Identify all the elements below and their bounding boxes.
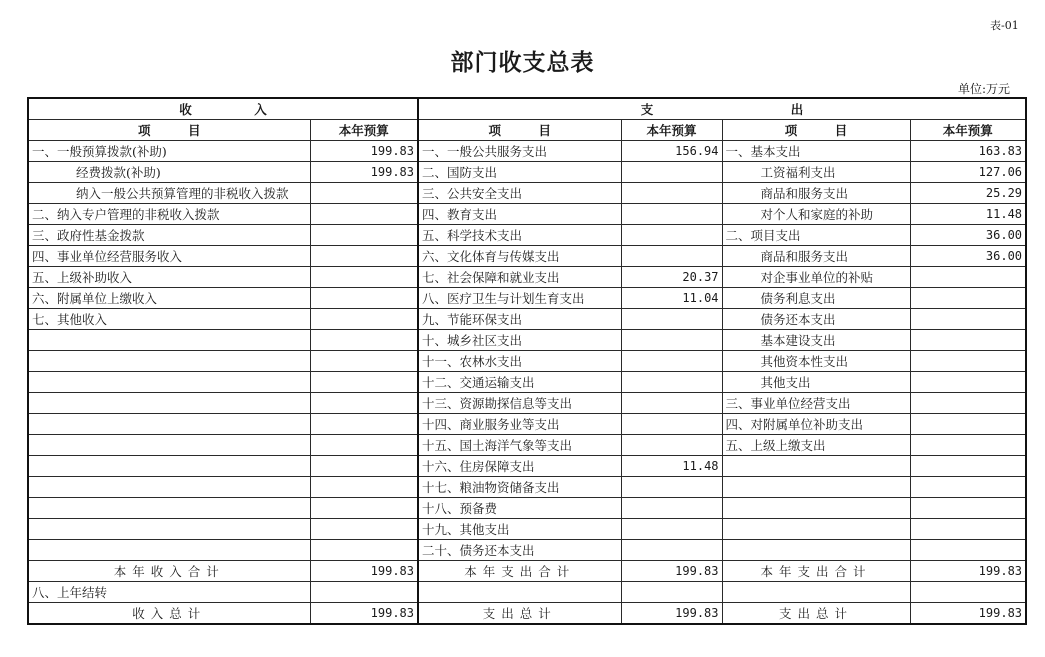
econ-value-cell	[910, 456, 1026, 477]
table-row	[28, 267, 1026, 288]
econ-item-cell: 五、上级上缴支出	[722, 435, 910, 456]
econ-item-header: 项 目	[722, 120, 910, 141]
econ-value-cell	[910, 498, 1026, 519]
table-row	[28, 498, 1026, 519]
table-row	[28, 288, 1026, 309]
income-item-cell: 一、一般预算拨款(补助)	[28, 141, 310, 162]
econ-item-cell	[722, 456, 910, 477]
econ-item-cell: 其他资本性支出	[722, 351, 910, 372]
income-total-value: 199.83	[310, 603, 418, 625]
carryover-value	[310, 582, 418, 603]
income-value-cell	[310, 288, 418, 309]
table-row	[28, 519, 1026, 540]
econ-value-cell: 36.00	[910, 225, 1026, 246]
page-title: 部门收支总表	[450, 49, 595, 76]
income-value-cell	[310, 498, 418, 519]
table-row	[28, 246, 1026, 267]
expense-item-header: 项 目	[418, 120, 621, 141]
expense-total-econ-label: 支出总计	[722, 603, 910, 625]
expense-value-cell	[621, 435, 722, 456]
income-item-cell: 七、其他收入	[28, 309, 310, 330]
table-row	[28, 141, 1026, 162]
econ-item-cell: 对个人和家庭的补助	[722, 204, 910, 225]
econ-item-cell: 债务利息支出	[722, 288, 910, 309]
econ-item-cell	[722, 519, 910, 540]
income-item-cell	[28, 372, 310, 393]
expense-item-cell: 三、公共安全支出	[418, 183, 621, 204]
income-item-cell	[28, 477, 310, 498]
income-total-label: 收入总计	[28, 603, 310, 625]
income-value-cell	[310, 372, 418, 393]
econ-value-cell	[910, 477, 1026, 498]
income-item-cell	[28, 435, 310, 456]
income-item-cell	[28, 519, 310, 540]
table-row	[28, 225, 1026, 246]
income-value-cell	[310, 225, 418, 246]
expense-value-cell	[621, 183, 722, 204]
econ-value-cell	[910, 330, 1026, 351]
econ-item-cell: 四、对附属单位补助支出	[722, 414, 910, 435]
expense-item-cell: 十九、其他支出	[418, 519, 621, 540]
econ-value-cell: 163.83	[910, 141, 1026, 162]
expense-item-cell: 二十、债务还本支出	[418, 540, 621, 561]
table-row	[28, 183, 1026, 204]
expense-item-cell: 十四、商业服务业等支出	[418, 414, 621, 435]
expense-value-cell	[621, 519, 722, 540]
expense-total-label: 支出总计	[418, 603, 621, 625]
income-item-cell	[28, 393, 310, 414]
expense-value-cell	[621, 246, 722, 267]
income-item-cell	[28, 498, 310, 519]
expense-value-cell	[621, 351, 722, 372]
econ-value-cell: 11.48	[910, 204, 1026, 225]
econ-value-cell	[910, 414, 1026, 435]
econ-item-cell: 三、事业单位经营支出	[722, 393, 910, 414]
income-group-header: 收 入	[28, 98, 418, 120]
expense-item-cell: 十八、预备费	[418, 498, 621, 519]
table-row	[28, 351, 1026, 372]
expense-item-cell: 五、科学技术支出	[418, 225, 621, 246]
income-value-cell	[310, 309, 418, 330]
table-row	[28, 477, 1026, 498]
year-expense-econ-value: 199.83	[910, 561, 1026, 582]
expense-value-cell	[621, 414, 722, 435]
expense-group-header: 支 出	[418, 98, 1026, 120]
income-value-cell	[310, 477, 418, 498]
econ-value-cell: 36.00	[910, 246, 1026, 267]
expense-budget-header: 本年预算	[621, 120, 722, 141]
econ-item-cell: 债务还本支出	[722, 309, 910, 330]
econ-value-cell	[910, 351, 1026, 372]
econ-item-cell: 对企事业单位的补贴	[722, 267, 910, 288]
expense-value-cell: 11.48	[621, 456, 722, 477]
carryover-exp-item	[418, 582, 621, 603]
income-value-cell	[310, 435, 418, 456]
expense-total-value: 199.83	[621, 603, 722, 625]
table-row	[28, 330, 1026, 351]
income-value-cell: 199.83	[310, 141, 418, 162]
expense-value-cell	[621, 393, 722, 414]
income-item-cell: 纳入一般公共预算管理的非税收入拨款	[28, 183, 310, 204]
year-income-value: 199.83	[310, 561, 418, 582]
econ-value-cell	[910, 309, 1026, 330]
table-row	[28, 456, 1026, 477]
income-value-cell	[310, 351, 418, 372]
income-value-cell	[310, 267, 418, 288]
expense-item-cell: 七、社会保障和就业支出	[418, 267, 621, 288]
year-total-row	[28, 561, 1026, 582]
income-value-cell	[310, 414, 418, 435]
income-item-cell: 经费拨款(补助)	[28, 162, 310, 183]
expense-item-cell: 二、国防支出	[418, 162, 621, 183]
income-item-cell	[28, 456, 310, 477]
income-item-header: 项 目	[28, 120, 310, 141]
income-value-cell	[310, 540, 418, 561]
income-item-cell: 三、政府性基金拨款	[28, 225, 310, 246]
year-income-label: 本年收入合计	[28, 561, 310, 582]
expense-value-cell	[621, 372, 722, 393]
expense-value-cell	[621, 204, 722, 225]
expense-item-cell: 一、一般公共服务支出	[418, 141, 621, 162]
expense-item-cell: 四、教育支出	[418, 204, 621, 225]
carryover-econ-item	[722, 582, 910, 603]
income-item-cell: 二、纳入专户管理的非税收入拨款	[28, 204, 310, 225]
econ-value-cell	[910, 372, 1026, 393]
income-budget-header: 本年预算	[310, 120, 418, 141]
income-value-cell	[310, 204, 418, 225]
income-value-cell	[310, 330, 418, 351]
econ-item-cell: 基本建设支出	[722, 330, 910, 351]
econ-item-cell	[722, 540, 910, 561]
expense-item-cell: 八、医疗卫生与计划生育支出	[418, 288, 621, 309]
econ-value-cell: 127.06	[910, 162, 1026, 183]
carryover-label: 八、上年结转	[28, 582, 310, 603]
expense-value-cell	[621, 498, 722, 519]
econ-item-cell: 商品和服务支出	[722, 183, 910, 204]
table-row	[28, 414, 1026, 435]
expense-value-cell	[621, 477, 722, 498]
econ-value-cell: 25.29	[910, 183, 1026, 204]
econ-item-cell: 其他支出	[722, 372, 910, 393]
income-value-cell	[310, 183, 418, 204]
year-expense-value: 199.83	[621, 561, 722, 582]
econ-item-cell: 二、项目支出	[722, 225, 910, 246]
budget-summary-table	[27, 97, 1027, 625]
year-expense-label: 本年支出合计	[418, 561, 621, 582]
income-value-cell: 199.83	[310, 162, 418, 183]
table-row	[28, 309, 1026, 330]
income-item-cell	[28, 351, 310, 372]
expense-value-cell: 20.37	[621, 267, 722, 288]
econ-value-cell	[910, 435, 1026, 456]
expense-item-cell: 十二、交通运输支出	[418, 372, 621, 393]
expense-value-cell	[621, 330, 722, 351]
expense-item-cell: 九、节能环保支出	[418, 309, 621, 330]
table-row	[28, 372, 1026, 393]
econ-item-cell: 商品和服务支出	[722, 246, 910, 267]
carryover-row	[28, 582, 1026, 603]
table-row	[28, 204, 1026, 225]
year-expense-econ-label: 本年支出合计	[722, 561, 910, 582]
income-item-cell: 五、上级补助收入	[28, 267, 310, 288]
carryover-exp-value	[621, 582, 722, 603]
expense-item-cell: 十六、住房保障支出	[418, 456, 621, 477]
expense-item-cell: 十一、农林水支出	[418, 351, 621, 372]
income-item-cell: 六、附属单位上缴收入	[28, 288, 310, 309]
expense-total-econ-value: 199.83	[910, 603, 1026, 625]
expense-value-cell	[621, 540, 722, 561]
econ-item-cell: 工资福利支出	[722, 162, 910, 183]
expense-value-cell	[621, 162, 722, 183]
expense-item-cell: 十、城乡社区支出	[418, 330, 621, 351]
income-item-cell	[28, 330, 310, 351]
income-item-cell	[28, 414, 310, 435]
expense-item-cell: 十七、粮油物资储备支出	[418, 477, 621, 498]
econ-item-cell: 一、基本支出	[722, 141, 910, 162]
group-header-row	[28, 98, 1026, 120]
expense-item-cell: 六、文化体育与传媒支出	[418, 246, 621, 267]
table-row	[28, 162, 1026, 183]
table-row	[28, 435, 1026, 456]
expense-item-cell: 十五、国土海洋气象等支出	[418, 435, 621, 456]
carryover-econ-value	[910, 582, 1026, 603]
econ-value-cell	[910, 393, 1026, 414]
table-row	[28, 393, 1026, 414]
econ-value-cell	[910, 540, 1026, 561]
grand-total-row	[28, 603, 1026, 625]
econ-item-cell	[722, 498, 910, 519]
expense-value-cell: 11.04	[621, 288, 722, 309]
econ-budget-header: 本年预算	[910, 120, 1026, 141]
expense-value-cell	[621, 309, 722, 330]
econ-value-cell	[910, 519, 1026, 540]
income-value-cell	[310, 456, 418, 477]
column-header-row	[28, 120, 1026, 141]
unit-label: 单位:万元	[958, 82, 1011, 96]
income-item-cell	[28, 540, 310, 561]
expense-item-cell: 十三、资源勘探信息等支出	[418, 393, 621, 414]
income-value-cell	[310, 246, 418, 267]
table-row	[28, 540, 1026, 561]
econ-value-cell	[910, 288, 1026, 309]
table-code: 表-01	[990, 19, 1019, 32]
income-value-cell	[310, 519, 418, 540]
income-value-cell	[310, 393, 418, 414]
income-item-cell: 四、事业单位经营服务收入	[28, 246, 310, 267]
expense-value-cell	[621, 225, 722, 246]
econ-item-cell	[722, 477, 910, 498]
expense-value-cell: 156.94	[621, 141, 722, 162]
econ-value-cell	[910, 267, 1026, 288]
